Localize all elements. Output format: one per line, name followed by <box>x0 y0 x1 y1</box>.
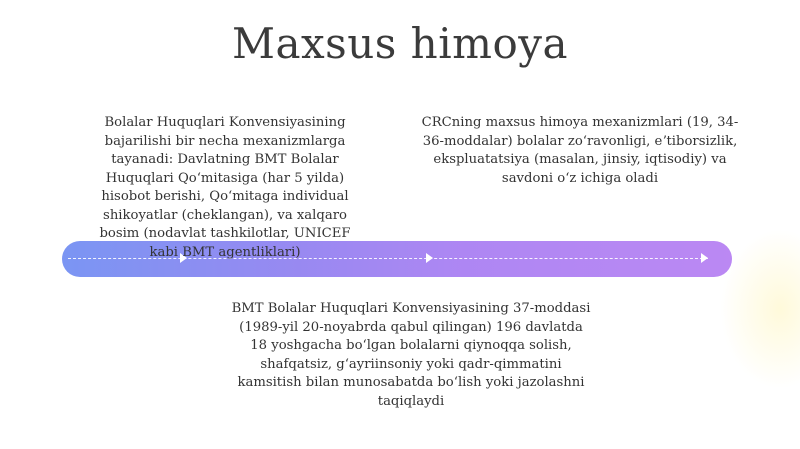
timeline-text-bottom: BMT Bolalar Huquqlari Konvensiyasining 37-moddasi (1989-yil 20-noyabrda qabul qilingan) 196 davlatda 18 yoshgacha boʻlgan bolalarni qiynoqqa solish, shafqatsiz, gʻayriinsoniy yoki qadr-qimmatini kamsitish bilan munosabatda boʻlish yoki jazolashni taqiqlaydi <box>231 301 591 409</box>
slide-title: Maxsus himoya <box>231 19 569 68</box>
timeline-text-right: CRCning maxsus himoya mexanizmlari (19, 34-36-moddalar) bolalar zoʻravonligi, eʼtiborsizlik, ekspluatatsiya (masalan, jinsiy, iqtisodiy) va savdoni oʻz ichiga oladi <box>421 115 739 186</box>
timeline-text-left: Bolalar Huquqlari Konvensiyasining bajarilishi bir necha mexanizmlarga tayanadi: Davlatning BMT Bolalar Huquqlari Qoʻmitasiga (har 5 yilda) hisobot berishi, Qoʻmitaga individual shikoyatlar (cheklangan), va xalqaro bosim (nodavlat tashkilotlar, UNICEF kabi BMT agentliklari) <box>99 115 351 260</box>
decorative-glow <box>720 229 800 389</box>
arrow-right-icon <box>426 253 433 263</box>
arrow-right-icon <box>701 253 708 263</box>
